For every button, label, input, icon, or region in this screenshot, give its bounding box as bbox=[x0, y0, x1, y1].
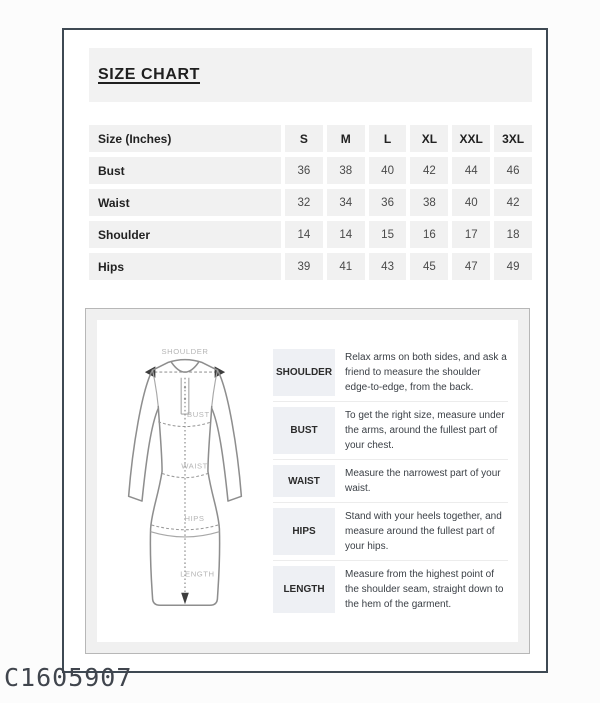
hips-value-xl: 45 bbox=[410, 253, 448, 280]
shoulder-value-xl: 16 bbox=[410, 221, 448, 248]
row-label-bust: Bust bbox=[89, 157, 281, 184]
column-header-xxl: XXL bbox=[452, 125, 490, 152]
instruction-row-length bbox=[273, 560, 508, 618]
table-row-bust bbox=[89, 157, 532, 184]
instruction-text: Measure the narrowest part of your waist. bbox=[345, 468, 501, 494]
column-header-l: L bbox=[369, 125, 407, 152]
waist-value-xl: 38 bbox=[410, 189, 448, 216]
garment-neckline bbox=[172, 363, 199, 373]
hips-value-l: 43 bbox=[369, 253, 407, 280]
instruction-label: BUST bbox=[273, 407, 335, 454]
column-header-m: M bbox=[327, 125, 365, 152]
row-label-hips: Hips bbox=[89, 253, 281, 280]
product-code: C1605907 bbox=[4, 663, 133, 692]
waist-value-xxl: 40 bbox=[452, 189, 490, 216]
table-row-hips bbox=[89, 253, 532, 280]
size-chart-table bbox=[85, 120, 536, 285]
instruction-text: Relax arms on both sides, and ask a friend to measure the shoulder edge-to-edge, from the back. bbox=[345, 352, 507, 393]
length-arrow-icon bbox=[181, 593, 189, 604]
instruction-text: Measure from the highest point of the shoulder seam, straight down to the hem of the garment. bbox=[345, 569, 504, 610]
title-bar bbox=[89, 48, 532, 102]
bust-value-s: 36 bbox=[285, 157, 323, 184]
hips-value-s: 39 bbox=[285, 253, 323, 280]
garment-shoulder-outline bbox=[153, 360, 218, 371]
waist-value-s: 32 bbox=[285, 189, 323, 216]
instruction-label: HIPS bbox=[273, 508, 335, 555]
chart-page bbox=[62, 28, 548, 673]
waist-value-l: 36 bbox=[369, 189, 407, 216]
garment-hip-seam bbox=[151, 532, 220, 537]
bust-value-xxl: 44 bbox=[452, 157, 490, 184]
hips-value-3xl: 49 bbox=[494, 253, 532, 280]
bust-value-m: 38 bbox=[327, 157, 365, 184]
instruction-row-hips bbox=[273, 502, 508, 560]
row-label-shoulder: Shoulder bbox=[89, 221, 281, 248]
garment-diagram-area bbox=[97, 320, 273, 642]
instruction-label: LENGTH bbox=[273, 566, 335, 613]
diagram-label-length: LENGTH bbox=[180, 569, 215, 579]
diagram-label-waist: WAIST bbox=[181, 461, 208, 471]
column-header-3xl: 3XL bbox=[494, 125, 532, 152]
garment-right-sleeve bbox=[212, 370, 242, 501]
diagram-label-shoulder: SHOULDER bbox=[161, 346, 209, 356]
shoulder-value-3xl: 18 bbox=[494, 221, 532, 248]
instruction-text: Stand with your heels together, and measure around the fullest part of your hips. bbox=[345, 511, 502, 552]
page-title: SIZE CHART bbox=[98, 66, 200, 83]
bust-value-l: 40 bbox=[369, 157, 407, 184]
instruction-row-bust bbox=[273, 401, 508, 459]
diagram-label-bust: BUST bbox=[187, 409, 210, 419]
hips-value-m: 41 bbox=[327, 253, 365, 280]
column-header-xl: XL bbox=[410, 125, 448, 152]
measurement-guide-box bbox=[85, 308, 530, 654]
measurement-instructions bbox=[273, 320, 518, 642]
instruction-row-waist bbox=[273, 459, 508, 502]
instruction-label: WAIST bbox=[273, 465, 335, 497]
shoulder-value-l: 15 bbox=[369, 221, 407, 248]
bust-value-3xl: 46 bbox=[494, 157, 532, 184]
instruction-text: To get the right size, measure under the arms, around the fullest part of your chest. bbox=[345, 410, 505, 451]
waist-value-m: 34 bbox=[327, 189, 365, 216]
measurement-guide-panel bbox=[97, 320, 518, 642]
shoulder-value-s: 14 bbox=[285, 221, 323, 248]
bust-value-xl: 42 bbox=[410, 157, 448, 184]
column-header-size: Size (Inches) bbox=[89, 125, 281, 152]
kurti-diagram-illustration bbox=[99, 325, 271, 637]
shoulder-value-xxl: 17 bbox=[452, 221, 490, 248]
waist-value-3xl: 42 bbox=[494, 189, 532, 216]
garment-left-sleeve bbox=[129, 370, 159, 501]
instruction-row-shoulder bbox=[273, 344, 508, 401]
diagram-label-hips: HIPS bbox=[184, 514, 205, 524]
row-label-waist: Waist bbox=[89, 189, 281, 216]
column-header-s: S bbox=[285, 125, 323, 152]
hips-value-xxl: 47 bbox=[452, 253, 490, 280]
table-header-row bbox=[89, 125, 532, 152]
instruction-label: SHOULDER bbox=[273, 349, 335, 396]
table-row-shoulder bbox=[89, 221, 532, 248]
shoulder-value-m: 14 bbox=[327, 221, 365, 248]
table-row-waist bbox=[89, 189, 532, 216]
